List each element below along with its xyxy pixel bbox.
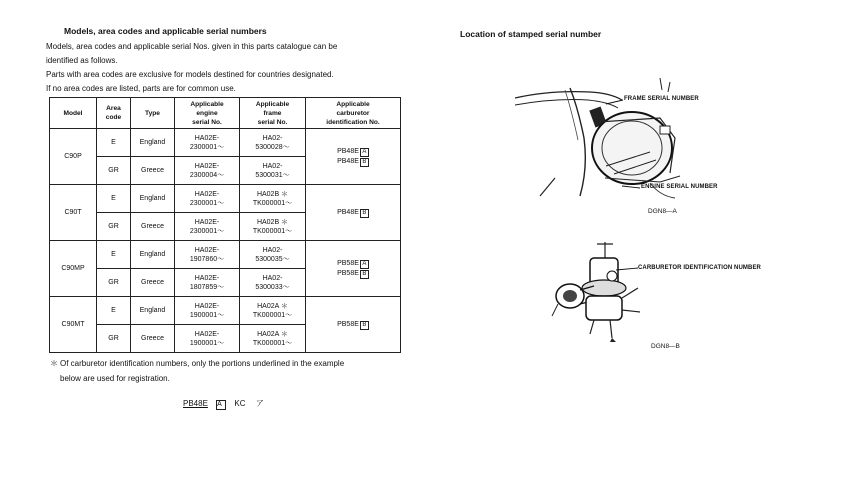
model-cell: C90T: [50, 185, 97, 241]
engine-serial-label: ENGINE SERIAL NUMBER: [641, 184, 718, 190]
type-cell: England: [131, 241, 175, 269]
box-letter: A: [360, 148, 369, 157]
table-row: [50, 297, 401, 325]
frame-serial-cell: HA02- 5300035～: [240, 241, 306, 269]
box-letter: A: [360, 260, 369, 269]
type-cell: Greece: [131, 157, 175, 185]
header-frame-serial: Applicable frame serial No.: [240, 98, 306, 129]
box-letter: B: [360, 270, 369, 279]
location-title: Location of stamped serial number: [460, 29, 602, 39]
intro-line: Parts with area codes are exclusive for models destined for countries designated.: [46, 70, 334, 79]
engine-serial-cell: HA02E- 2300001～: [175, 129, 240, 157]
area-code-cell: GR: [97, 325, 131, 353]
asterisk: ＊: [50, 359, 58, 368]
header-area-code: Area code: [97, 98, 131, 129]
engine-serial-cell: HA02E- 1907860～: [175, 241, 240, 269]
table-row: [50, 185, 401, 213]
note-line: below are used for registration.: [60, 374, 170, 383]
example-kana: ア: [255, 399, 264, 408]
frame-serial-cell: HA02B ＊ TK000001～: [240, 213, 306, 241]
intro-text: [46, 40, 406, 96]
frame-serial-label: FRAME SERIAL NUMBER: [624, 96, 699, 102]
engine-serial-cell: HA02E- 1900001～: [175, 325, 240, 353]
engine-serial-cell: HA02E- 1900001～: [175, 297, 240, 325]
frame-serial-cell: HA02A ＊ TK000001～: [240, 325, 306, 353]
carburetor-illustration: [550, 238, 660, 343]
area-code-cell: E: [97, 129, 131, 157]
frame-serial-cell: HA02- 5300033～: [240, 269, 306, 297]
carburetor-note: [50, 356, 410, 386]
model-cell: C90MT: [50, 297, 97, 353]
engine-serial-cell: HA02E- 2300001～: [175, 185, 240, 213]
table-row: [50, 129, 401, 157]
box-letter: B: [360, 209, 369, 218]
serial-info-section: [46, 26, 406, 96]
example-box-letter: A: [216, 400, 226, 410]
carburetor-id-cell: PB48E A PB48E B: [306, 129, 401, 185]
table-body: [50, 129, 401, 353]
area-code-cell: GR: [97, 269, 131, 297]
type-cell: Greece: [131, 213, 175, 241]
type-cell: Greece: [131, 269, 175, 297]
type-cell: England: [131, 297, 175, 325]
carburetor-id-cell: PB58E A PB58E B: [306, 241, 401, 297]
model-cell: C90MP: [50, 241, 97, 297]
box-letter: B: [360, 158, 369, 167]
engine-serial-cell: HA02E- 1807859～: [175, 269, 240, 297]
frame-serial-cell: HA02- 5300031～: [240, 157, 306, 185]
area-code-cell: E: [97, 185, 131, 213]
carburetor-id-cell: PB58E B: [306, 297, 401, 353]
intro-line: If no area codes are listed, parts are for common use.: [46, 84, 236, 93]
carburetor-example: [183, 398, 264, 410]
frame-serial-cell: HA02- 5300028～: [240, 129, 306, 157]
figure-caption-a: DGN8—A: [648, 208, 677, 215]
intro-line: identified as follows.: [46, 56, 118, 65]
engine-serial-cell: HA02E- 2300001～: [175, 213, 240, 241]
type-cell: England: [131, 129, 175, 157]
type-cell: Greece: [131, 325, 175, 353]
note-line: Of carburetor identification numbers, only the portions underlined in the example: [60, 359, 345, 368]
carburetor-id-label: CARBURETOR IDENTIFICATION NUMBER: [638, 265, 761, 271]
engine-serial-cell: HA02E- 2300004～: [175, 157, 240, 185]
frame-serial-cell: HA02A ＊ TK000001～: [240, 297, 306, 325]
table-row: [50, 241, 401, 269]
area-code-cell: E: [97, 241, 131, 269]
example-suffix: KC: [234, 399, 246, 408]
frame-serial-cell: HA02B ＊ TK000001～: [240, 185, 306, 213]
area-code-cell: GR: [97, 213, 131, 241]
intro-line: Models, area codes and applicable serial Nos. given in this parts catalogue can be: [46, 42, 338, 51]
header-type: Type: [131, 98, 175, 129]
carburetor-id-cell: PB48E B: [306, 185, 401, 241]
header-carb-id: Applicable carburetor identification No.: [306, 98, 401, 129]
table-header-row: [50, 98, 401, 129]
area-code-cell: E: [97, 297, 131, 325]
serial-number-table: [49, 97, 401, 353]
box-letter: B: [360, 321, 369, 330]
type-cell: England: [131, 185, 175, 213]
area-code-cell: GR: [97, 157, 131, 185]
example-code: PB48E: [183, 399, 208, 408]
model-cell: C90P: [50, 129, 97, 185]
figure-caption-b: DGN8—B: [651, 343, 680, 350]
header-engine-serial: Applicable engine serial No.: [175, 98, 240, 129]
header-model: Model: [50, 98, 97, 129]
section-title: Models, area codes and applicable serial numbers: [64, 26, 267, 36]
